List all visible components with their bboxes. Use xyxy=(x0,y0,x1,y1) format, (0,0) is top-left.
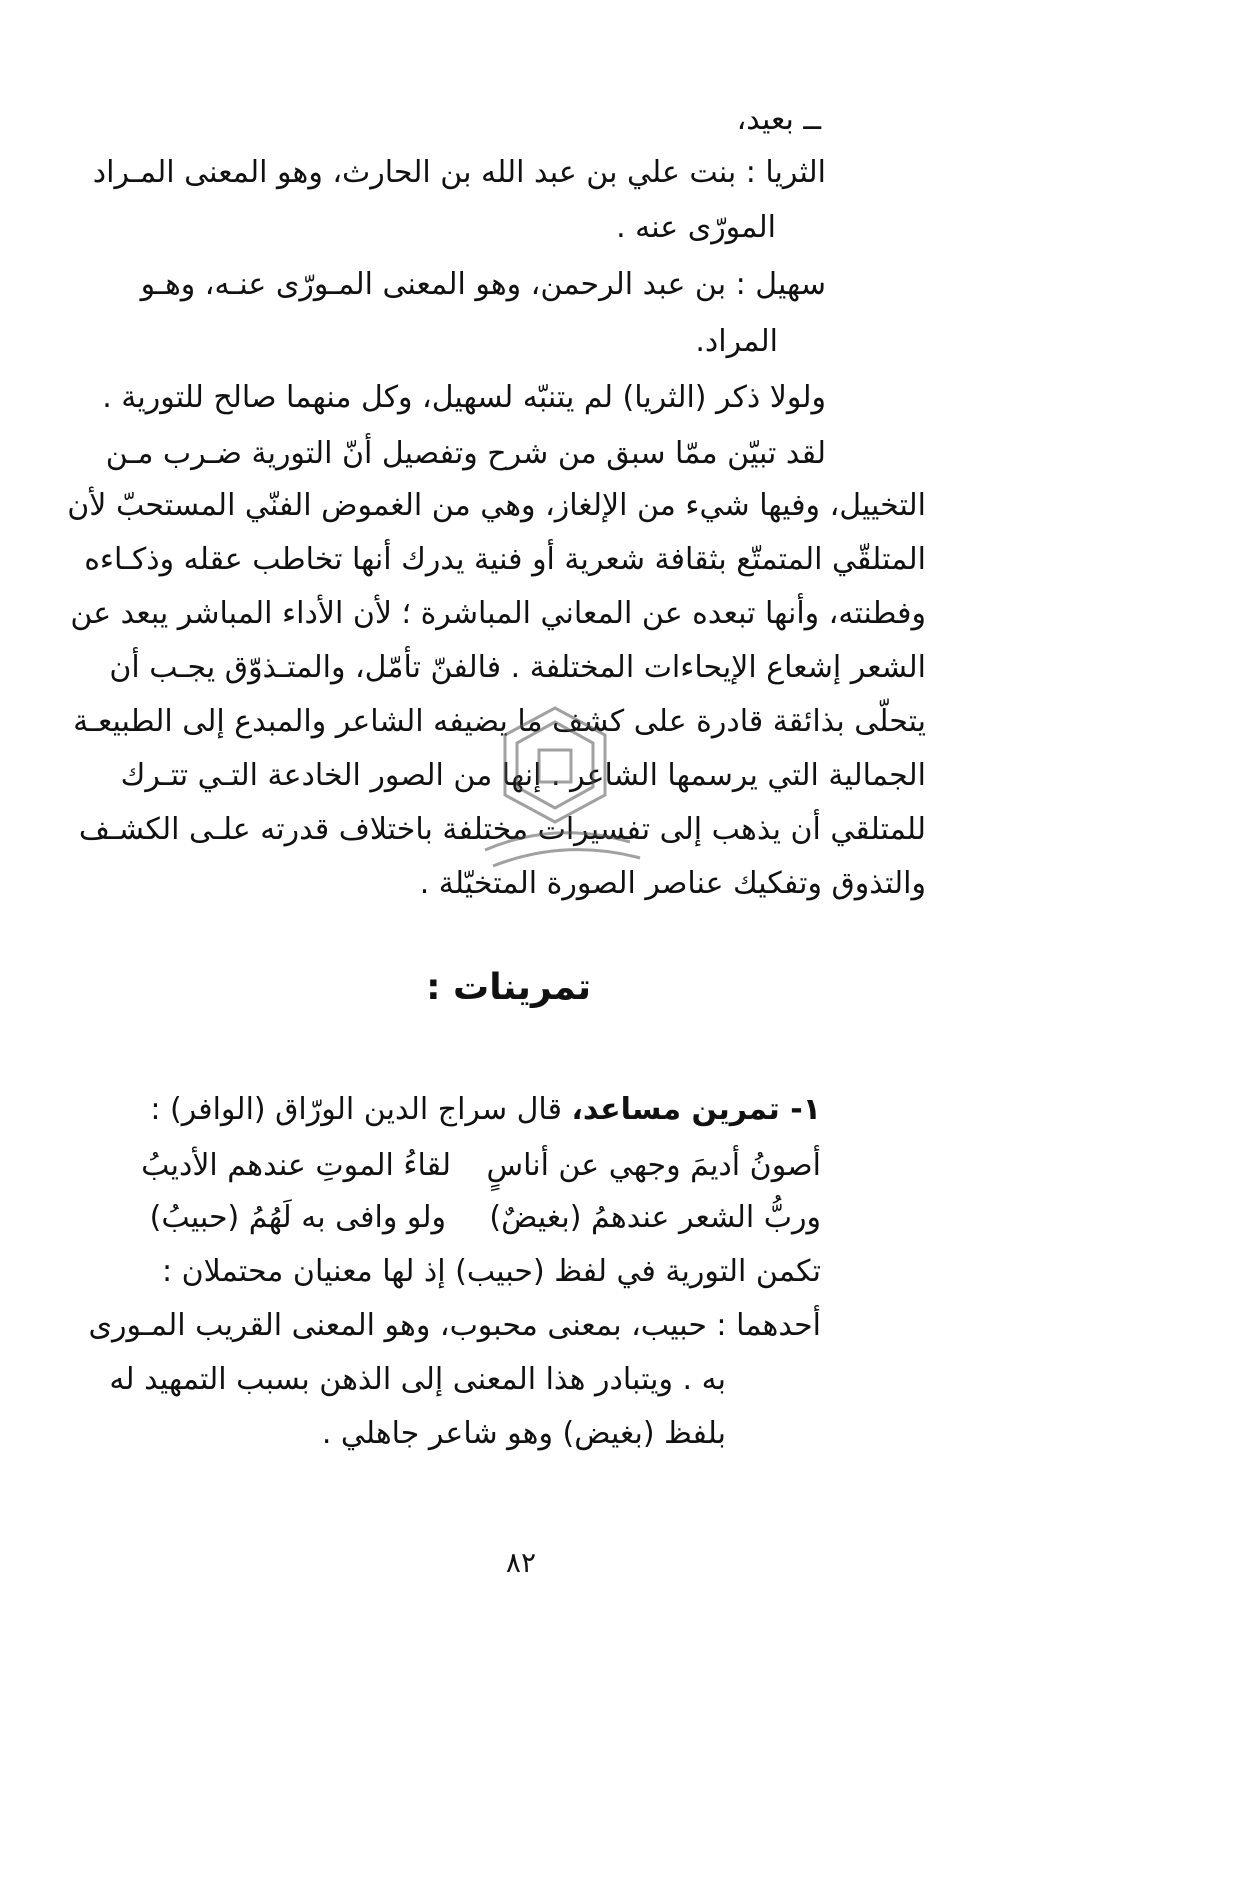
text-line: تكمن التورية في لفظ (حبيب) إذ لها معنيان محتملان : xyxy=(161,1254,821,1289)
text-line xyxy=(92,153,826,193)
text-line: أحدهما : حبيب، بمعنى محبوب، وهو المعنى القريب المـورى xyxy=(88,1308,821,1343)
section-heading: تمرينات : xyxy=(426,967,591,1008)
exercise-title: ١- تمرين مساعد، xyxy=(571,1092,821,1127)
text-line: ــ بعيد، xyxy=(736,102,821,137)
text-line: الشعر إشعاع الإيحاءات المختلفة . فالفنّ تأمّل، والمتـذوّق يجـب أن xyxy=(109,650,926,685)
verse-2-first-hemistich: وربُّ الشعر عندهمُ (بغيضٌ) xyxy=(489,1200,821,1235)
library-seal-stamp xyxy=(455,700,655,890)
exercise-intro-text: قال سراج الدين الورّاق (الوافر) : xyxy=(150,1092,572,1127)
text-line: وفطنته، وأنها تبعده عن المعاني المباشرة ؛ لأن الأداء المباشر يبعد عن xyxy=(70,596,926,631)
text-line: سهيل : بن عبد الرحمن، وهو المعنى المـورّى عنـه، وهـو xyxy=(140,267,826,302)
text-line: والتذوق وتفكيك عناصر الصورة المتخيّلة . xyxy=(419,866,926,901)
verse-1-second-hemistich: لقاءُ الموتِ عندهم الأديبُ xyxy=(141,1148,451,1183)
text-line: التخييل، وفيها شيء من الإلغاز، وهي من الغموض الفنّي المستحبّ لأن xyxy=(67,488,926,523)
text-line: للمتلقي أن يذهب إلى تفسيرات مختلفة باختلاف قدرته علـى الكشـف xyxy=(78,812,926,847)
text-line: ولولا ذكر (الثريا) لم يتنبّه لسهيل، وكل منهما صالح للتورية . xyxy=(102,380,826,415)
text-line: يتحلّى بذائقة قادرة على كشف ما يضيفه الشاعر والمبدع إلى الطبيعـة xyxy=(73,704,926,739)
verse-1-first-hemistich: أصونُ أديمَ وجهي عن أناسٍ xyxy=(486,1148,821,1183)
text-line: بلفظ (بغيض) وهو شاعر جاهلي . xyxy=(321,1416,726,1451)
text-line: لقد تبيّن ممّا سبق من شرح وتفصيل أنّ التورية ضـرب مـن xyxy=(105,436,826,471)
text-line-body: الثريا : بنت علي بن عبد الله بن الحارث، وهو المعنى المـراد xyxy=(92,155,826,190)
exercise-intro xyxy=(150,1090,821,1130)
verse-2-second-hemistich: ولو وافى به لَهُمُ (حبيبُ) xyxy=(149,1200,446,1235)
text-line: المتلقّي المتمتّع بثقافة شعرية أو فنية يدرك أنها تخاطب عقله وذكـاءه xyxy=(84,542,926,577)
text-line: المورّى عنه . xyxy=(616,210,776,245)
text-line: المراد. xyxy=(695,324,778,359)
text-line: الجمالية التي يرسمها الشاعر . إنها من الصور الخادعة التـي تتـرك xyxy=(120,758,926,793)
text-line: به . ويتبادر هذا المعنى إلى الذهن بسبب التمهيد له xyxy=(109,1362,726,1397)
page-number: ٨٢ xyxy=(505,1546,536,1579)
